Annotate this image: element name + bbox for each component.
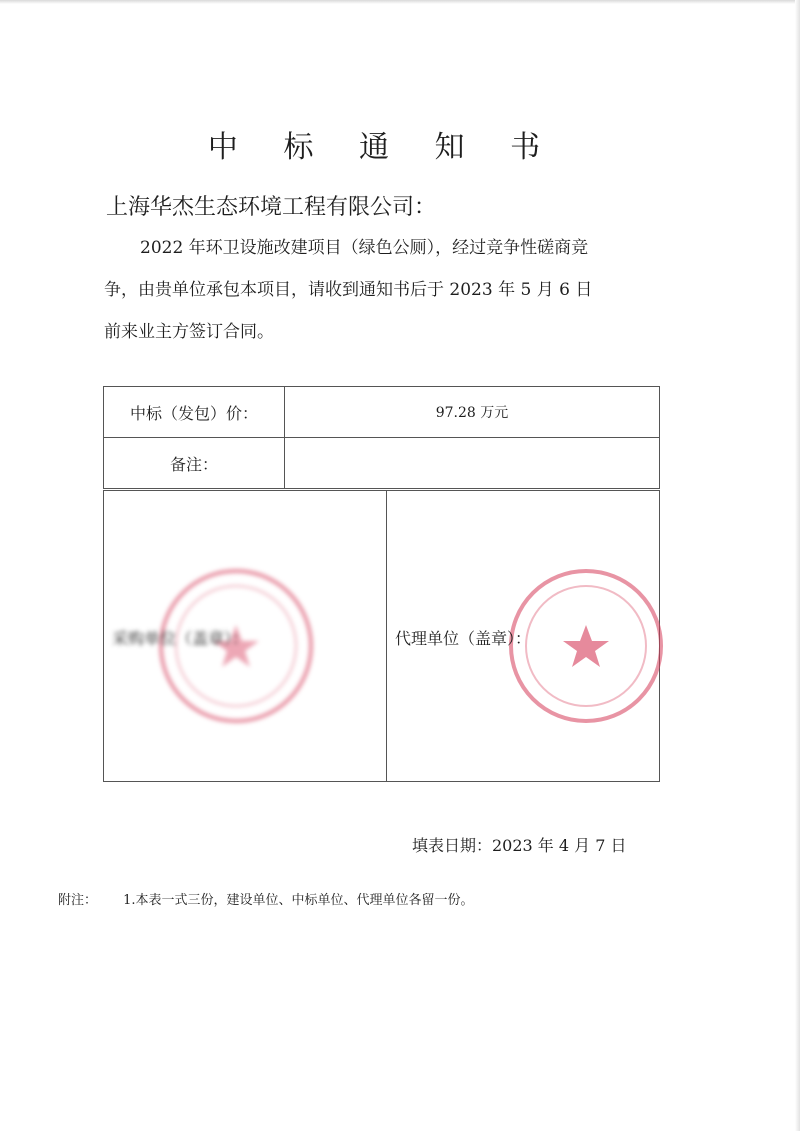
price-label: 中标（发包）价： [104,387,285,438]
recipient-name: 上海华杰生态环境工程有限公司： [106,195,437,220]
bid-info-table [103,386,660,489]
remark-label: 备注： [104,438,285,489]
purchaser-sign-box [103,490,387,782]
remark-value [285,438,660,489]
scan-edge-top [0,0,800,4]
agent-sign-box [386,490,660,782]
body-line-1: 2022 年环卫设施改建项目（绿色公厕），经过竞争性磋商竞 [140,238,589,258]
footnote-label: 附注： [58,893,98,908]
document-title: 中 标 通 知 书 [207,130,559,165]
price-value: 97.28 万元 [285,387,660,438]
agent-seal [509,569,663,723]
body-line-2: 争，由贵单位承包本项目，请收到通知书后于 2023 年 5 月 6 日 [104,280,593,300]
body-line-3: 前来业主方签订合同。 [104,322,274,342]
scan-edge-right [795,0,800,1131]
fill-date: 填表日期：2023 年 4 月 7 日 [412,836,627,855]
table-row [104,438,660,489]
footnote [58,889,474,908]
agent-seal-graphic [513,573,659,719]
table-row [104,387,660,438]
purchaser-label: 采购单位（盖章）： [112,629,249,648]
footnote-text: 1.本表一式三份，建设单位、中标单位、代理单位各留一份。 [123,893,474,908]
agent-label: 代理单位（盖章）： [395,629,532,648]
